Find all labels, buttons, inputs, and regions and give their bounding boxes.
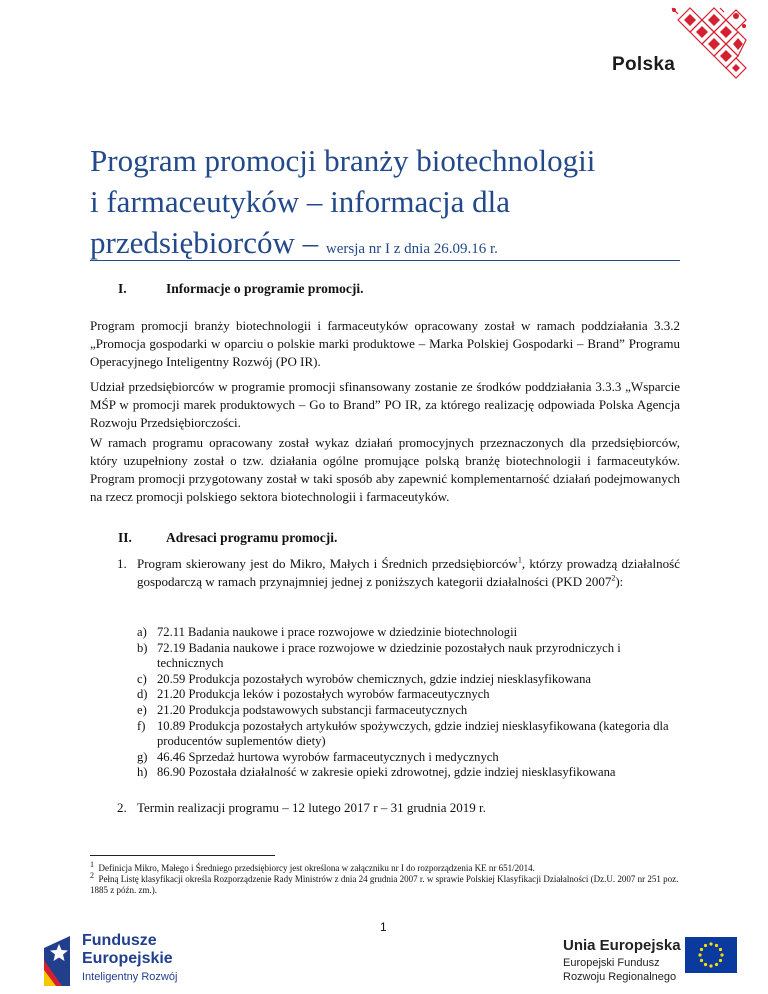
section-1-title: Informacje o programie promocji. <box>166 281 364 296</box>
list-item-text: 21.20 Produkcja podstawowych substancji farmaceutycznych <box>157 702 468 717</box>
pkd-category-list <box>137 625 680 781</box>
section-1-paragraph-3: W ramach programu opracowany został wykaz działań promocyjnych przeznaczonych dla przedsiębiorców, który uzupełniony został o tzw. działania ogólne promujące polską branżę biotechnologii i farmaceutyków. Program promocji przygotowany został w taki sposób aby zapewnić komplementarność działań podejmowanych na rzecz promocji polskiego sektora biotechnologii i farmaceutyków. <box>90 435 680 504</box>
fe-line-2: Europejskie <box>82 950 173 967</box>
list-item-2 <box>117 799 680 817</box>
list-item <box>137 750 680 766</box>
list-item-text: 86.90 Pozostała działalność w zakresie opieki zdrowotnej, gdzie indziej niesklasyfikowana <box>157 765 616 780</box>
list-item <box>137 703 680 719</box>
fe-line-3: Inteligentny Rozwój <box>82 971 178 983</box>
list-item-text: 20.59 Produkcja pozostałych wyrobów chemicznych, gdzie indziej niesklasyfikowana <box>157 671 592 686</box>
list-item-1-number: 1. <box>117 556 127 571</box>
list-item-text: 46.46 Sprzedaż hurtowa wyrobów farmaceutycznych i medycznych <box>157 749 499 764</box>
list-item-letter: h) <box>137 765 148 780</box>
list-item-letter: a) <box>137 625 147 639</box>
list-item-text: 21.20 Produkcja leków i pozostałych wyrobów farmaceutycznych <box>157 687 490 702</box>
list-item-text: 72.11 Badania naukowe i prace rozwojowe w dziedzinie biotechnologii <box>157 625 518 639</box>
list-item <box>137 625 680 641</box>
list-item-letter: e) <box>137 702 147 717</box>
unia-europejska-logo <box>555 935 755 990</box>
title-line-3-text: przedsiębiorców – <box>90 225 319 260</box>
eu-line-2: Europejski Fundusz <box>563 957 660 969</box>
footnote-2-text: Pełną Listę klasyfikacji określa Rozporządzenie Rady Ministrów z dnia 24 grudnia 2007 r. w sprawie Polskiej Klasyfikacji Działalności (Dz.U. 2007 nr 251 poz. 1885 z późn. zm.). <box>90 874 679 895</box>
footnote-2 <box>90 871 680 896</box>
fundusze-europejskie-logo <box>38 928 218 990</box>
fundusze-europejskie-star-icon <box>38 930 76 986</box>
list-item-letter: g) <box>137 749 148 764</box>
eu-flag-icon <box>685 937 737 973</box>
item-1-text-c: ): <box>615 574 624 589</box>
section-1-heading <box>90 281 363 297</box>
section-2-number: II. <box>118 530 132 545</box>
list-item-letter: c) <box>137 671 147 686</box>
eu-line-1: Unia Europejska <box>563 937 681 954</box>
section-1-number: I. <box>118 281 127 296</box>
page-title <box>90 140 690 270</box>
list-item <box>137 765 680 781</box>
title-line-1: Program promocji branży biotechnologii <box>90 143 596 178</box>
list-item-text: 10.89 Produkcja pozostałych artykułów spożywczych, gdzie indziej niesklasyfikowana (kategoria dla producentów suplementów diety) <box>157 718 669 749</box>
section-2-title: Adresaci programu promocji. <box>166 530 338 545</box>
footnote-separator <box>90 855 275 856</box>
item-1-text-a: Program skierowany jest do Mikro, Małych i Średnich przedsiębiorców <box>137 556 518 571</box>
footnotes <box>90 860 680 896</box>
item-1-text-b: , którzy prowadzą działalność gospodarczą w ramach przynajmniej jednej z poniższych kategorii działalności (PKD 2007 <box>137 556 680 589</box>
footnote-ref-2[interactable]: 2 <box>611 573 616 583</box>
list-item-2-number: 2. <box>117 800 127 815</box>
list-item <box>137 687 680 703</box>
title-version: wersja nr I z dnia 26.09.16 r. <box>325 241 498 257</box>
section-1-paragraph-2: Udział przedsiębiorców w programie promocji sfinansowany zostanie ze środków poddziałania 3.3.3 „Wsparcie MŚP w promocji marek produktowych – Go to Brand” PO IR, za którego realizację odpowiada Polska Agencja Rozwoju Przedsiębiorczości. <box>90 379 680 430</box>
footnote-ref-1[interactable]: 1 <box>517 555 522 565</box>
polska-logo <box>600 4 750 89</box>
list-item-1 <box>117 555 680 591</box>
eu-line-3: Rozwoju Regionalnego <box>563 971 677 983</box>
list-item-2-text: Termin realizacji programu – 12 lutego 2017 r – 31 grudnia 2019 r. <box>137 800 486 815</box>
footnote-1-mark: 1 <box>90 860 94 869</box>
list-item-1-text <box>117 555 680 591</box>
footnote-1 <box>90 860 680 874</box>
title-divider <box>90 260 680 261</box>
footnote-2-mark: 2 <box>90 871 94 880</box>
list-item-letter: b) <box>137 640 148 655</box>
list-item-text: 72.19 Badania naukowe i prace rozwojowe w dziedzinie pozostałych nauk przyrodniczych i technicznych <box>157 640 621 671</box>
list-item <box>137 719 680 750</box>
page-number: 1 <box>380 920 387 934</box>
list-item-letter: d) <box>137 687 148 702</box>
footnote-1-text: Definicja Mikro, Małego i Średniego przedsiębiorcy jest określona w załączniku nr I do rozporządzenia KE nr 651/2014. <box>98 863 535 873</box>
list-item <box>137 641 680 672</box>
list-item <box>137 672 680 688</box>
list-item-letter: f) <box>137 718 146 733</box>
polska-logo-text: Polska <box>612 54 676 75</box>
polska-logo-pattern-icon <box>668 6 748 84</box>
title-line-3 <box>90 222 690 270</box>
fe-line-1: Fundusze <box>82 932 157 949</box>
section-1-paragraph-1: Program promocji branży biotechnologii i farmaceutyków opracowany został w ramach poddziałania 3.3.2 „Promocja gospodarki w oparciu o polskie marki produktowe – Marka Polskiej Gospodarki – Brand” Programu Operacyjnego Inteligentny Rozwój (PO IR). <box>90 318 680 369</box>
title-line-2: i farmaceutyków – informacja dla <box>90 184 511 219</box>
section-2-heading <box>90 530 337 546</box>
